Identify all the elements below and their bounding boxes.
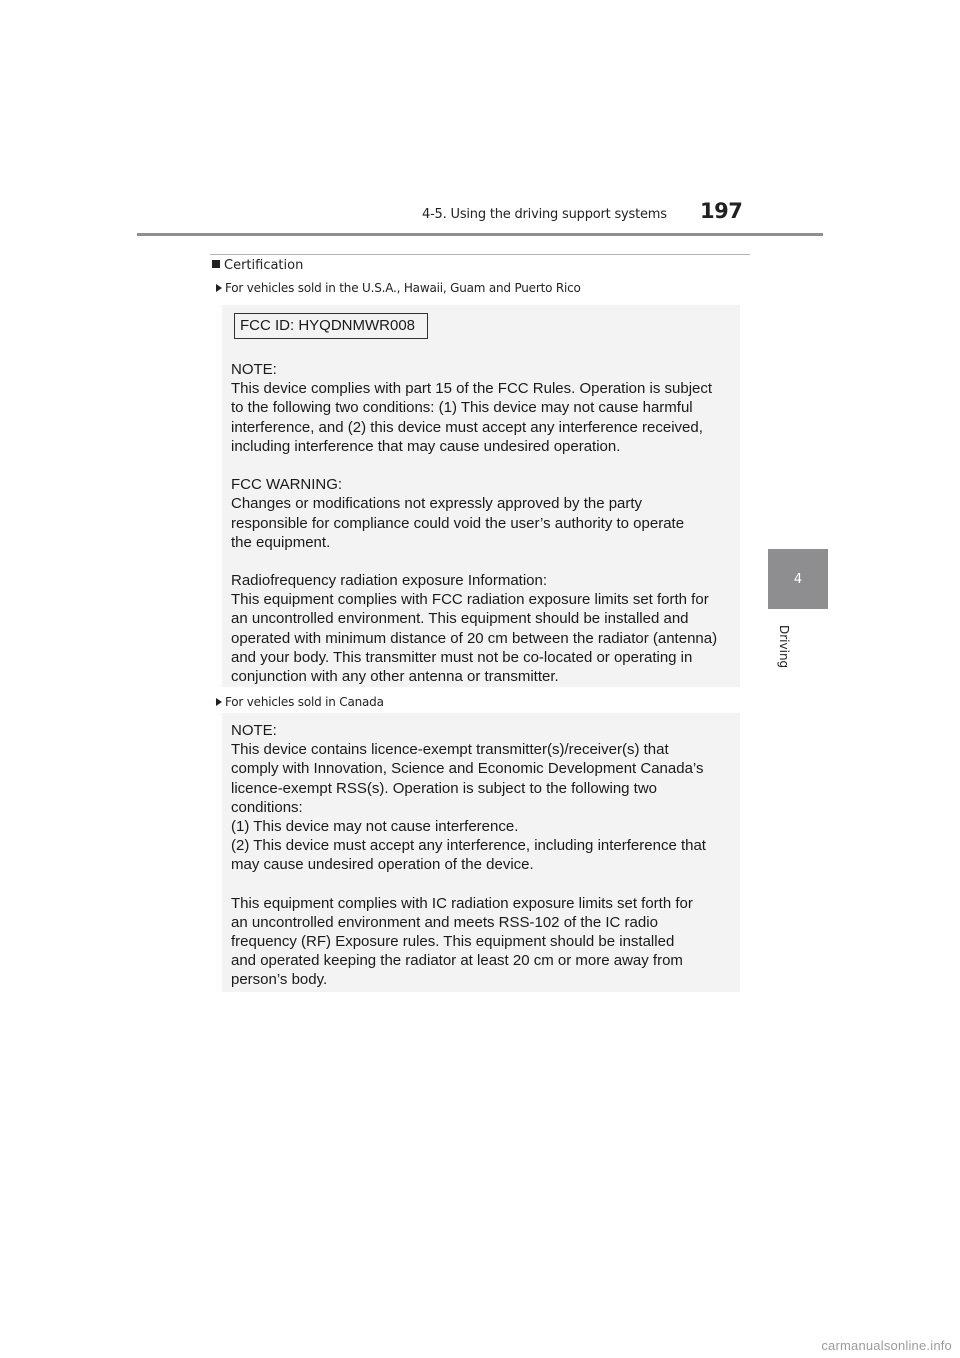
paragraph-gap — [231, 875, 706, 894]
canada-note-line: This device contains licence-exempt transmitter(s)/receiver(s) that — [231, 741, 669, 759]
canada-note-line: comply with Innovation, Science and Economic Development Canada’s — [231, 760, 704, 778]
watermark — [620, 1334, 960, 1358]
usa-warning-line: Changes or modifications not expressly approved by the party — [231, 495, 643, 513]
usa-radiation-line: an uncontrolled environment. This equipment should be installed and — [231, 610, 689, 628]
usa-note-line: to the following two conditions: (1) This device may not cause harmful — [231, 399, 693, 417]
canada-note-line: (2) This device must accept any interference, including interference that — [231, 837, 706, 855]
usa-note-line: This device complies with part 15 of the FCC Rules. Operation is subject — [231, 380, 713, 398]
chapter-label — [778, 625, 798, 675]
canada-notice-text — [231, 721, 706, 990]
canada-note-line: conditions: — [231, 798, 303, 816]
paragraph-gap — [231, 456, 717, 475]
fcc-id-label: FCC ID: HYQDNMWR008 — [234, 313, 428, 339]
canada-note-line: licence-exempt RSS(s). Operation is subject to the following two — [231, 779, 658, 797]
canada-note-line: (1) This device may not cause interference. — [231, 817, 519, 835]
triangle-bullet-icon — [216, 284, 222, 292]
canada-ic-line: frequency (RF) Exposure rules. This equipment should be installed — [231, 933, 675, 951]
chapter-label-text: Driving — [777, 625, 791, 669]
running-header-section-title: 4-5. Using the driving support systems — [422, 207, 667, 222]
usa-note-line: interference, and (2) this device must accept any interference received, — [231, 418, 703, 436]
chapter-number: 4 — [793, 571, 803, 587]
usa-radiation-line: operated with minimum distance of 20 cm between the radiator (antenna) — [231, 629, 718, 647]
canada-ic-line: an uncontrolled environment and meets RSS-102 of the IC radio — [231, 913, 658, 931]
canada-bullet — [216, 695, 384, 709]
triangle-bullet-icon — [216, 698, 222, 706]
usa-warning-line: responsible for compliance could void the user’s authority to operate — [231, 514, 685, 532]
usa-radiation-line: and your body. This transmitter must not be co-located or operating in — [231, 648, 693, 666]
usa-note-line: including interference that may cause undesired operation. — [231, 437, 621, 455]
canada-ic-line: This equipment complies with IC radiation exposure limits set forth for — [231, 894, 693, 912]
section-heading-text: Certification — [224, 258, 304, 273]
chapter-tab — [768, 549, 828, 609]
header-rule — [137, 233, 823, 236]
usa-bullet — [216, 281, 581, 295]
usa-radiation-line: conjunction with any other antenna or transmitter. — [231, 668, 559, 685]
usa-notice-text — [231, 360, 717, 686]
usa-warning-line: the equipment. — [231, 533, 331, 551]
usa-note-title: NOTE: — [231, 361, 277, 378]
usa-warning-title: FCC WARNING: — [231, 476, 343, 494]
watermark-text: carmanualsonline.info — [821, 1338, 952, 1353]
paragraph-gap — [231, 552, 717, 571]
canada-note-line: may cause undesired operation of the device. — [231, 856, 534, 874]
square-bullet-icon — [212, 260, 220, 268]
canada-ic-line: and operated keeping the radiator at least 20 cm or more away from — [231, 952, 683, 970]
page-number: 197 — [700, 199, 743, 223]
canada-note-title: NOTE: — [231, 722, 277, 739]
section-rule — [210, 254, 750, 255]
usa-radiation-line: This equipment complies with FCC radiation exposure limits set forth for — [231, 591, 709, 609]
canada-bullet-text: For vehicles sold in Canada — [225, 695, 384, 709]
usa-bullet-text: For vehicles sold in the U.S.A., Hawaii, Guam and Puerto Rico — [225, 281, 581, 295]
canada-ic-line: person’s body. — [231, 971, 328, 989]
section-heading — [212, 258, 303, 273]
usa-radiation-title: Radiofrequency radiation exposure Information: — [231, 572, 548, 590]
